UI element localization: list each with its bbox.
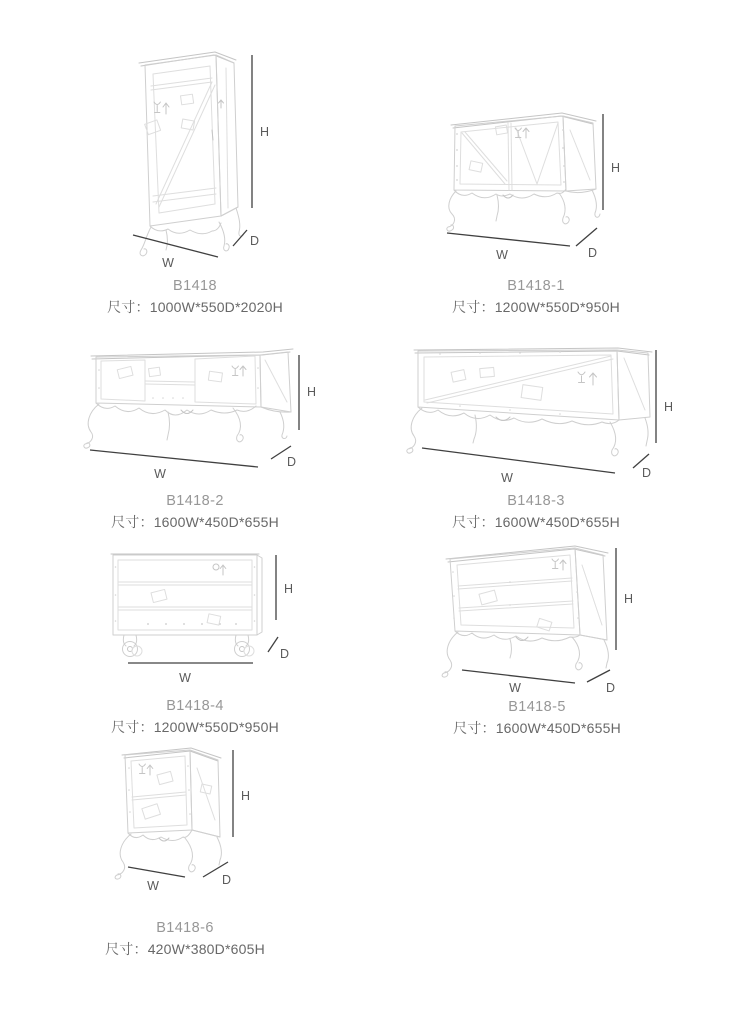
product-size: 尺寸：1000W*550D*2020H xyxy=(107,299,283,315)
dimension-depth xyxy=(587,670,615,695)
product-model: B1418 xyxy=(173,278,217,294)
dimension-depth xyxy=(233,230,259,248)
product-caption-b1418-6 xyxy=(45,919,325,959)
width-label: W xyxy=(154,467,166,481)
product-caption-b1418-5 xyxy=(397,698,677,738)
product-caption-b1418 xyxy=(55,277,335,317)
product-size: 尺寸：420W*380D*605H xyxy=(105,941,265,957)
product-illustration-b1418-3 xyxy=(400,340,680,485)
depth-label: D xyxy=(606,681,616,695)
product-size: 尺寸：1600W*450D*655H xyxy=(452,514,620,530)
depth-label: D xyxy=(642,466,652,480)
width-label: W xyxy=(509,681,521,695)
nightstand-sketch xyxy=(115,748,221,879)
product-caption-b1418-3 xyxy=(396,492,676,532)
dimension-width xyxy=(422,448,615,485)
product-model: B1418-5 xyxy=(508,699,566,715)
dimension-depth xyxy=(576,228,597,260)
dimension-height xyxy=(276,555,293,620)
product-illustration-b1418-1 xyxy=(440,100,660,270)
tv-cabinet-sketch xyxy=(84,349,293,448)
sideboard-sketch xyxy=(407,348,652,456)
product-illustration-b1418 xyxy=(100,38,290,268)
dimension-height xyxy=(616,548,633,650)
width-label: W xyxy=(162,256,174,268)
product-illustration-b1418-4 xyxy=(90,545,310,695)
dimension-height xyxy=(656,350,673,443)
dimension-width xyxy=(462,670,575,695)
height-label: H xyxy=(611,161,621,175)
dimension-width xyxy=(90,450,258,481)
dimension-height xyxy=(299,355,316,430)
product-illustration-b1418-6 xyxy=(95,740,265,915)
height-label: H xyxy=(624,592,634,606)
two-door-cabinet-sketch xyxy=(447,113,600,231)
dimension-width xyxy=(128,867,185,893)
dimension-width xyxy=(128,663,253,685)
product-caption-b1418-4 xyxy=(55,697,335,737)
depth-label: D xyxy=(250,234,260,248)
drawer-chest-sketch xyxy=(442,546,608,677)
dimension-depth xyxy=(203,862,231,887)
product-illustration-b1418-2 xyxy=(75,340,325,485)
depth-label: D xyxy=(222,873,232,887)
dimension-depth xyxy=(633,454,651,480)
depth-label: D xyxy=(280,647,290,661)
caster-chest-sketch xyxy=(111,554,262,657)
product-caption-b1418-2 xyxy=(55,492,335,532)
height-label: H xyxy=(664,400,674,414)
width-label: W xyxy=(501,471,513,485)
width-label: W xyxy=(496,248,508,262)
tall-cabinet-sketch xyxy=(139,52,244,256)
dimension-height xyxy=(252,55,269,208)
product-size: 尺寸：1600W*450D*655H xyxy=(453,720,621,736)
product-model: B1418-4 xyxy=(166,698,224,714)
product-illustration-b1418-5 xyxy=(430,540,660,705)
product-model: B1418-1 xyxy=(507,278,565,294)
height-label: H xyxy=(307,385,317,399)
product-model: B1418-3 xyxy=(507,493,565,509)
product-size: 尺寸：1600W*450D*655H xyxy=(111,514,279,530)
width-label: W xyxy=(179,671,191,685)
height-label: H xyxy=(284,582,294,596)
depth-label: D xyxy=(588,246,598,260)
dimension-height xyxy=(233,750,250,837)
dimension-height xyxy=(603,114,620,210)
product-size: 尺寸：1200W*550D*950H xyxy=(452,299,620,315)
height-label: H xyxy=(241,789,251,803)
dimension-depth xyxy=(268,637,289,661)
product-model: B1418-2 xyxy=(166,493,224,509)
dimension-depth xyxy=(271,446,296,469)
dimension-width xyxy=(447,233,570,262)
product-model: B1418-6 xyxy=(156,920,214,936)
width-label: W xyxy=(147,879,159,893)
product-size: 尺寸：1200W*550D*950H xyxy=(111,719,279,735)
product-caption-b1418-1 xyxy=(396,277,676,317)
depth-label: D xyxy=(287,455,297,469)
height-label: H xyxy=(260,125,270,139)
